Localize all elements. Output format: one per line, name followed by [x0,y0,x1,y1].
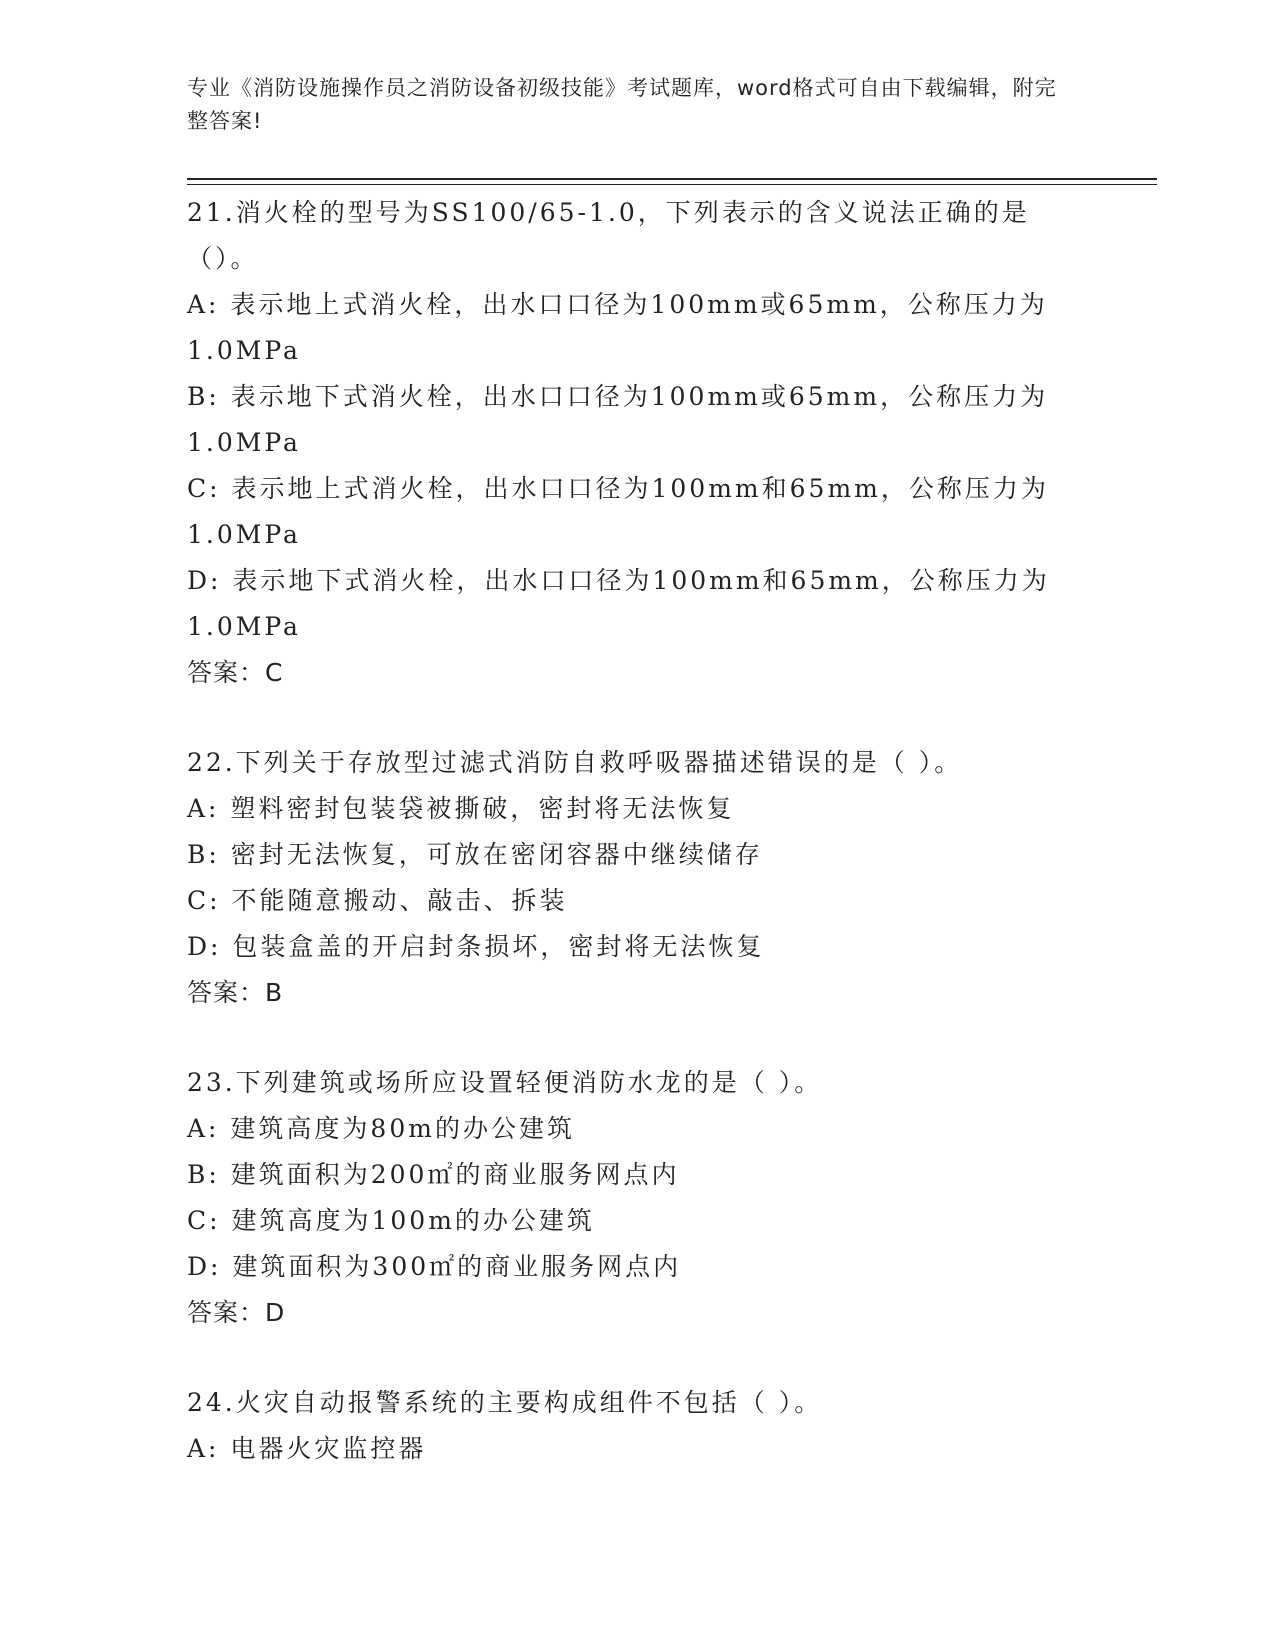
question-23 [187,1060,1067,1336]
question-stem: 21.消火栓的型号为SS100/65-1.0，下列表示的含义说法正确的是（）。 [187,198,1030,273]
option-a: A: 建筑高度为80m的办公建筑 [187,1114,575,1143]
question-list [187,190,1067,1516]
answer-line: 答案：D [187,1298,286,1327]
option-b: B: 密封无法恢复，可放在密闭容器中继续储存 [187,840,763,869]
option-b: B: 表示地下式消火栓，出水口口径为100mm或65mm，公称压力为1.0MPa [187,382,1049,457]
option-c: C: 表示地上式消火栓，出水口口径为100mm和65mm，公称压力为1.0MPa [187,474,1049,549]
option-b: B: 建筑面积为200㎡的商业服务网点内 [187,1160,680,1189]
option-a: A: 表示地上式消火栓，出水口口径为100mm或65mm，公称压力为1.0MPa [187,290,1048,365]
question-stem: 24.火灾自动报警系统的主要构成组件不包括（ ）。 [187,1388,823,1417]
option-a: A: 塑料密封包装袋被撕破，密封将无法恢复 [187,794,735,823]
option-d: D: 包装盒盖的开启封条损坏，密封将无法恢复 [187,932,765,961]
option-a: A: 电器火灾监控器 [187,1434,427,1463]
question-stem: 23.下列建筑或场所应设置轻便消防水龙的是（ ）。 [187,1068,823,1097]
header-rule-thick [187,178,1157,180]
question-24 [187,1380,1067,1472]
answer-line: 答案：B [187,978,284,1007]
header-rule-thin [187,184,1157,185]
question-22 [187,740,1067,1016]
option-c: C: 不能随意搬动、敲击、拆装 [187,886,568,915]
option-c: C: 建筑高度为100m的办公建筑 [187,1206,595,1235]
question-21 [187,190,1067,696]
option-d: D: 建筑面积为300㎡的商业服务网点内 [187,1252,682,1281]
document-header: 专业《消防设施操作员之消防设备初级技能》考试题库，word格式可自由下载编辑，附完整答案! [187,76,1057,133]
question-stem: 22.下列关于存放型过滤式消防自救呼吸器描述错误的是（ ）。 [187,748,963,777]
option-d: D: 表示地下式消火栓，出水口口径为100mm和65mm，公称压力为1.0MPa [187,566,1050,641]
answer-line: 答案：C [187,658,284,687]
